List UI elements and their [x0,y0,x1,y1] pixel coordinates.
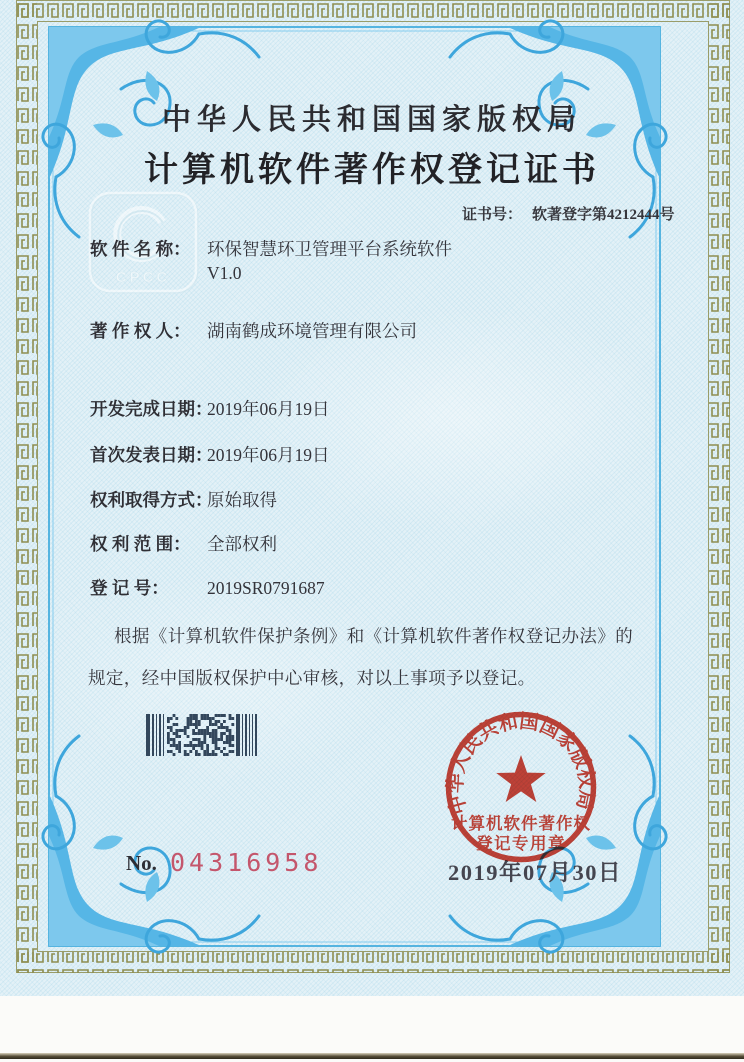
field-label: 权利取得方式： [90,490,213,510]
serial-number: 04316958 [170,848,323,877]
field-value: 环保智慧环卫管理平台系统软件 [207,239,452,259]
statement-line-2: 规定，经中国版权保护中心审核，对以上事项予以登记。 [88,668,536,688]
field-value: 原始取得 [207,490,277,510]
field-right-scope [90,531,277,556]
field-label: 权 利 范 围： [90,534,191,554]
statement-line-1: 根据《计算机软件保护条例》和《计算机软件著作权登记办法》的 [114,626,634,646]
field-label: 著 作 权 人： [90,321,191,341]
field-value: 2019SR0791687 [207,578,325,598]
authority-title: 中华人民共和国国家版权局 [161,104,582,136]
field-copyright-owner [90,318,417,343]
field-value: 全部权利 [207,534,277,554]
seal-line-2: 登记专用章 [476,834,566,853]
field-label: 软 件 名 称： [90,239,191,259]
field-first-publish-date [90,442,330,467]
official-seal [436,702,606,872]
seal-date: 2019年07月30日 [448,860,623,885]
certificate-title: 计算机软件著作权登记证书 [144,152,600,189]
serial-label: No. [126,851,157,875]
barcode [146,714,260,756]
certificate-number-label: 证书号： [462,207,523,223]
certificate-number-value: 软著登字第4212444号 [532,207,675,223]
scan-edge-line [0,1053,744,1059]
software-version: V1.0 [207,263,242,283]
certificate-number [462,203,675,224]
field-registration-no [90,575,325,600]
seal-line-1: 计算机软件著作权 [451,814,591,833]
field-value: 湖南鹤成环境管理有限公司 [207,321,417,341]
field-value: 2019年06月19日 [207,399,330,419]
field-right-acquire-method [90,487,277,512]
field-dev-complete-date [90,396,330,421]
field-label: 登 记 号： [90,578,169,598]
corner-flourish-icon [43,736,259,952]
field-label: 首次发表日期： [90,445,213,465]
seal-ring-text: 中华人民共和国国家版权局 [444,710,598,817]
svg-text:CPCC: CPCC [115,269,171,286]
field-software-name [90,236,452,261]
field-label: 开发完成日期： [90,399,213,419]
seal-star-icon [496,755,545,802]
field-value: 2019年06月19日 [207,445,330,465]
